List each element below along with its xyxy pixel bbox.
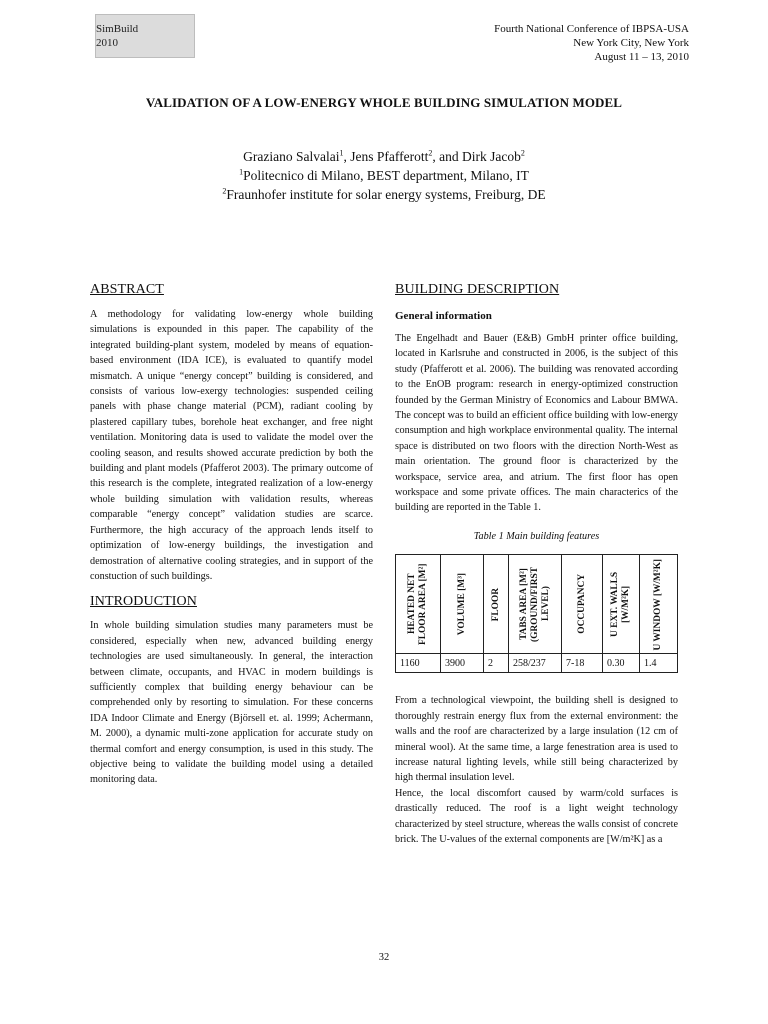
right-column xyxy=(395,282,678,847)
conference-header xyxy=(369,22,689,64)
affiliation-2-mark: 2 xyxy=(222,186,227,196)
table-cell: 2 xyxy=(484,654,509,673)
affiliation-2 xyxy=(0,185,768,204)
author-1: Graziano Salvalai xyxy=(243,149,340,164)
general-information-subheading: General information xyxy=(395,310,492,322)
author-3-affil: 2 xyxy=(520,148,525,158)
table-cell: 258/237 xyxy=(509,654,562,673)
table-row xyxy=(396,654,678,673)
author-3: , and Dirk Jacob xyxy=(432,149,521,164)
building-features-table xyxy=(395,554,678,673)
table-cell: 1.4 xyxy=(640,654,678,673)
affiliation-1-mark: 1 xyxy=(239,167,244,177)
logo-line-1: SimBuild xyxy=(96,23,139,35)
header-heated-area: HEATED NET FLOOR AREA [M²] xyxy=(407,563,428,646)
author-block xyxy=(0,147,768,204)
author-names xyxy=(0,147,768,166)
author-1-affil: 1 xyxy=(339,148,344,158)
author-2-affil: 2 xyxy=(428,148,433,158)
paper-title: VALIDATION OF A LOW-ENERGY WHOLE BUILDING SIMULATION MODEL xyxy=(145,95,623,110)
header-u-walls: U EXT. WALLS [W/M²K] xyxy=(610,571,631,637)
abstract-body: A methodology for validating low-energy whole building simulations is expounded in this paper. The capability of the integrated building-plant system, modeled by means of equation-based environment (IDA ICE), is evaluated to quantify model mismatch. A unique “energy concept” building is considered, and consists of various low-exergy technologies: suspended ceiling panels with phase change material (PCM), radiant cooling by plastered capillary tubes, borehole heat exchanger, and free night ventilation. Monitoring data is used to validate the model over the cooling season, and results showed accurate prediction by both the building and plant models (Pfafferot 2003). The primary outcome of this research is the complete, integrated realization of a low-energy whole building simulation with validation results, whereas comparable “energy concept” validation studies are scarce. Furthermore, the high accuracy of the approach lends itself to optimization of low-energy buildings, the investigation and demostration of alternative cooling strategies, and in support of the constuction of such buildings. xyxy=(90,309,373,582)
table-header-cell xyxy=(640,555,678,654)
affiliation-1 xyxy=(0,166,768,185)
table-header-cell xyxy=(396,555,441,654)
introduction-heading: INTRODUCTION xyxy=(90,594,197,610)
header-occupancy: OCCUPANCY xyxy=(576,574,587,635)
table-cell: 3900 xyxy=(441,654,484,673)
building-paragraph-3: Hence, the local discomfort caused by warm/cold surfaces is drastically reduced. The roof is a light weight technology characterized by steel structure, whereas the walls consist of concrete brick. The U-values of the external components are [W/m²K] as a xyxy=(395,787,678,845)
table-header-row xyxy=(396,555,678,654)
author-2: , Jens Pfafferott xyxy=(343,149,429,164)
table-header-cell xyxy=(441,555,484,654)
affiliation-2-text: Fraunhofer institute for solar energy systems, Freiburg, DE xyxy=(226,187,546,202)
table-header-cell xyxy=(603,555,640,654)
introduction-body: In whole building simulation studies many parameters must be considered, especially when new, advanced building energy technologies are used simultaneously. In general, the interaction between climate, occupants, and HVAC in modern buildings is sufficiently complex that building energy behaviour can be comprehended only by resorting to simulation. For these concerns IDA Indoor Climate and Energy (Björsell et. al. 1999; Achermann, M. 2000), a dynamic multi-zone application for accurate study on thermal comfort and energy consumption, is used in this study. The objective being to validate the building model using a detailed monitoring data. xyxy=(90,620,373,786)
table-cell: 1160 xyxy=(396,654,441,673)
abstract-heading: ABSTRACT xyxy=(90,282,164,297)
affiliation-1-text: Politecnico di Milano, BEST department, Milano, IT xyxy=(243,168,529,183)
header-floor: FLOOR xyxy=(490,587,501,621)
table-header-cell xyxy=(509,555,562,654)
building-paragraph-1: The Engelhadt and Bauer (E&B) GmbH printer office building, located in Karlsruhe and constructed in 2006, is the subject of this study (Pfafferott et al. 2006). The building was renovated according to the EnOB program: research in energy-optimized construction founded by the German Ministry of Economics and Labour BMWA. The concept was to build an efficient office building with low-energy consumption and high workplace environmental quality. The internal space is distributed on two floors with the direction North-West as main orientation. The ground floor is characterized by the workspace, service area, and atrium. The first floor has open workspace and some private offices. The main characterics of the building are reported in the Table 1. xyxy=(395,333,678,514)
header-tabs-area: TABS AREA [M²] (GROUND/FIRST LEVEL) xyxy=(518,566,551,642)
conference-dates: August 11 – 13, 2010 xyxy=(594,51,689,63)
simbuild-logo xyxy=(95,14,195,58)
building-description-heading: BUILDING DESCRIPTION xyxy=(395,282,560,297)
table-cell: 7-18 xyxy=(562,654,603,673)
table-header-cell xyxy=(562,555,603,654)
conference-name: Fourth National Conference of IBPSA-USA xyxy=(494,23,689,35)
left-column xyxy=(90,282,373,788)
header-u-window: U WINDOW [W/M²K] xyxy=(653,558,663,651)
header-volume: VOLUME [M³] xyxy=(456,573,467,636)
table-caption: Table 1 Main building features xyxy=(473,530,600,542)
table-cell: 0.30 xyxy=(603,654,640,673)
building-paragraph-2: From a technological viewpoint, the building shell is designed to thoroughly restrain energy flux from the external environment: the walls and the roof are characterized by a large insulation (12 cm of mineral wool). At the same time, a large fenestration area is used to increase natural lighting levels, while still being characterized by high thermal insulation level. xyxy=(395,695,678,784)
logo-line-2: 2010 xyxy=(96,37,118,49)
table-header-cell xyxy=(484,555,509,654)
page-number: 32 xyxy=(378,952,390,963)
conference-location: New York City, New York xyxy=(573,37,689,49)
